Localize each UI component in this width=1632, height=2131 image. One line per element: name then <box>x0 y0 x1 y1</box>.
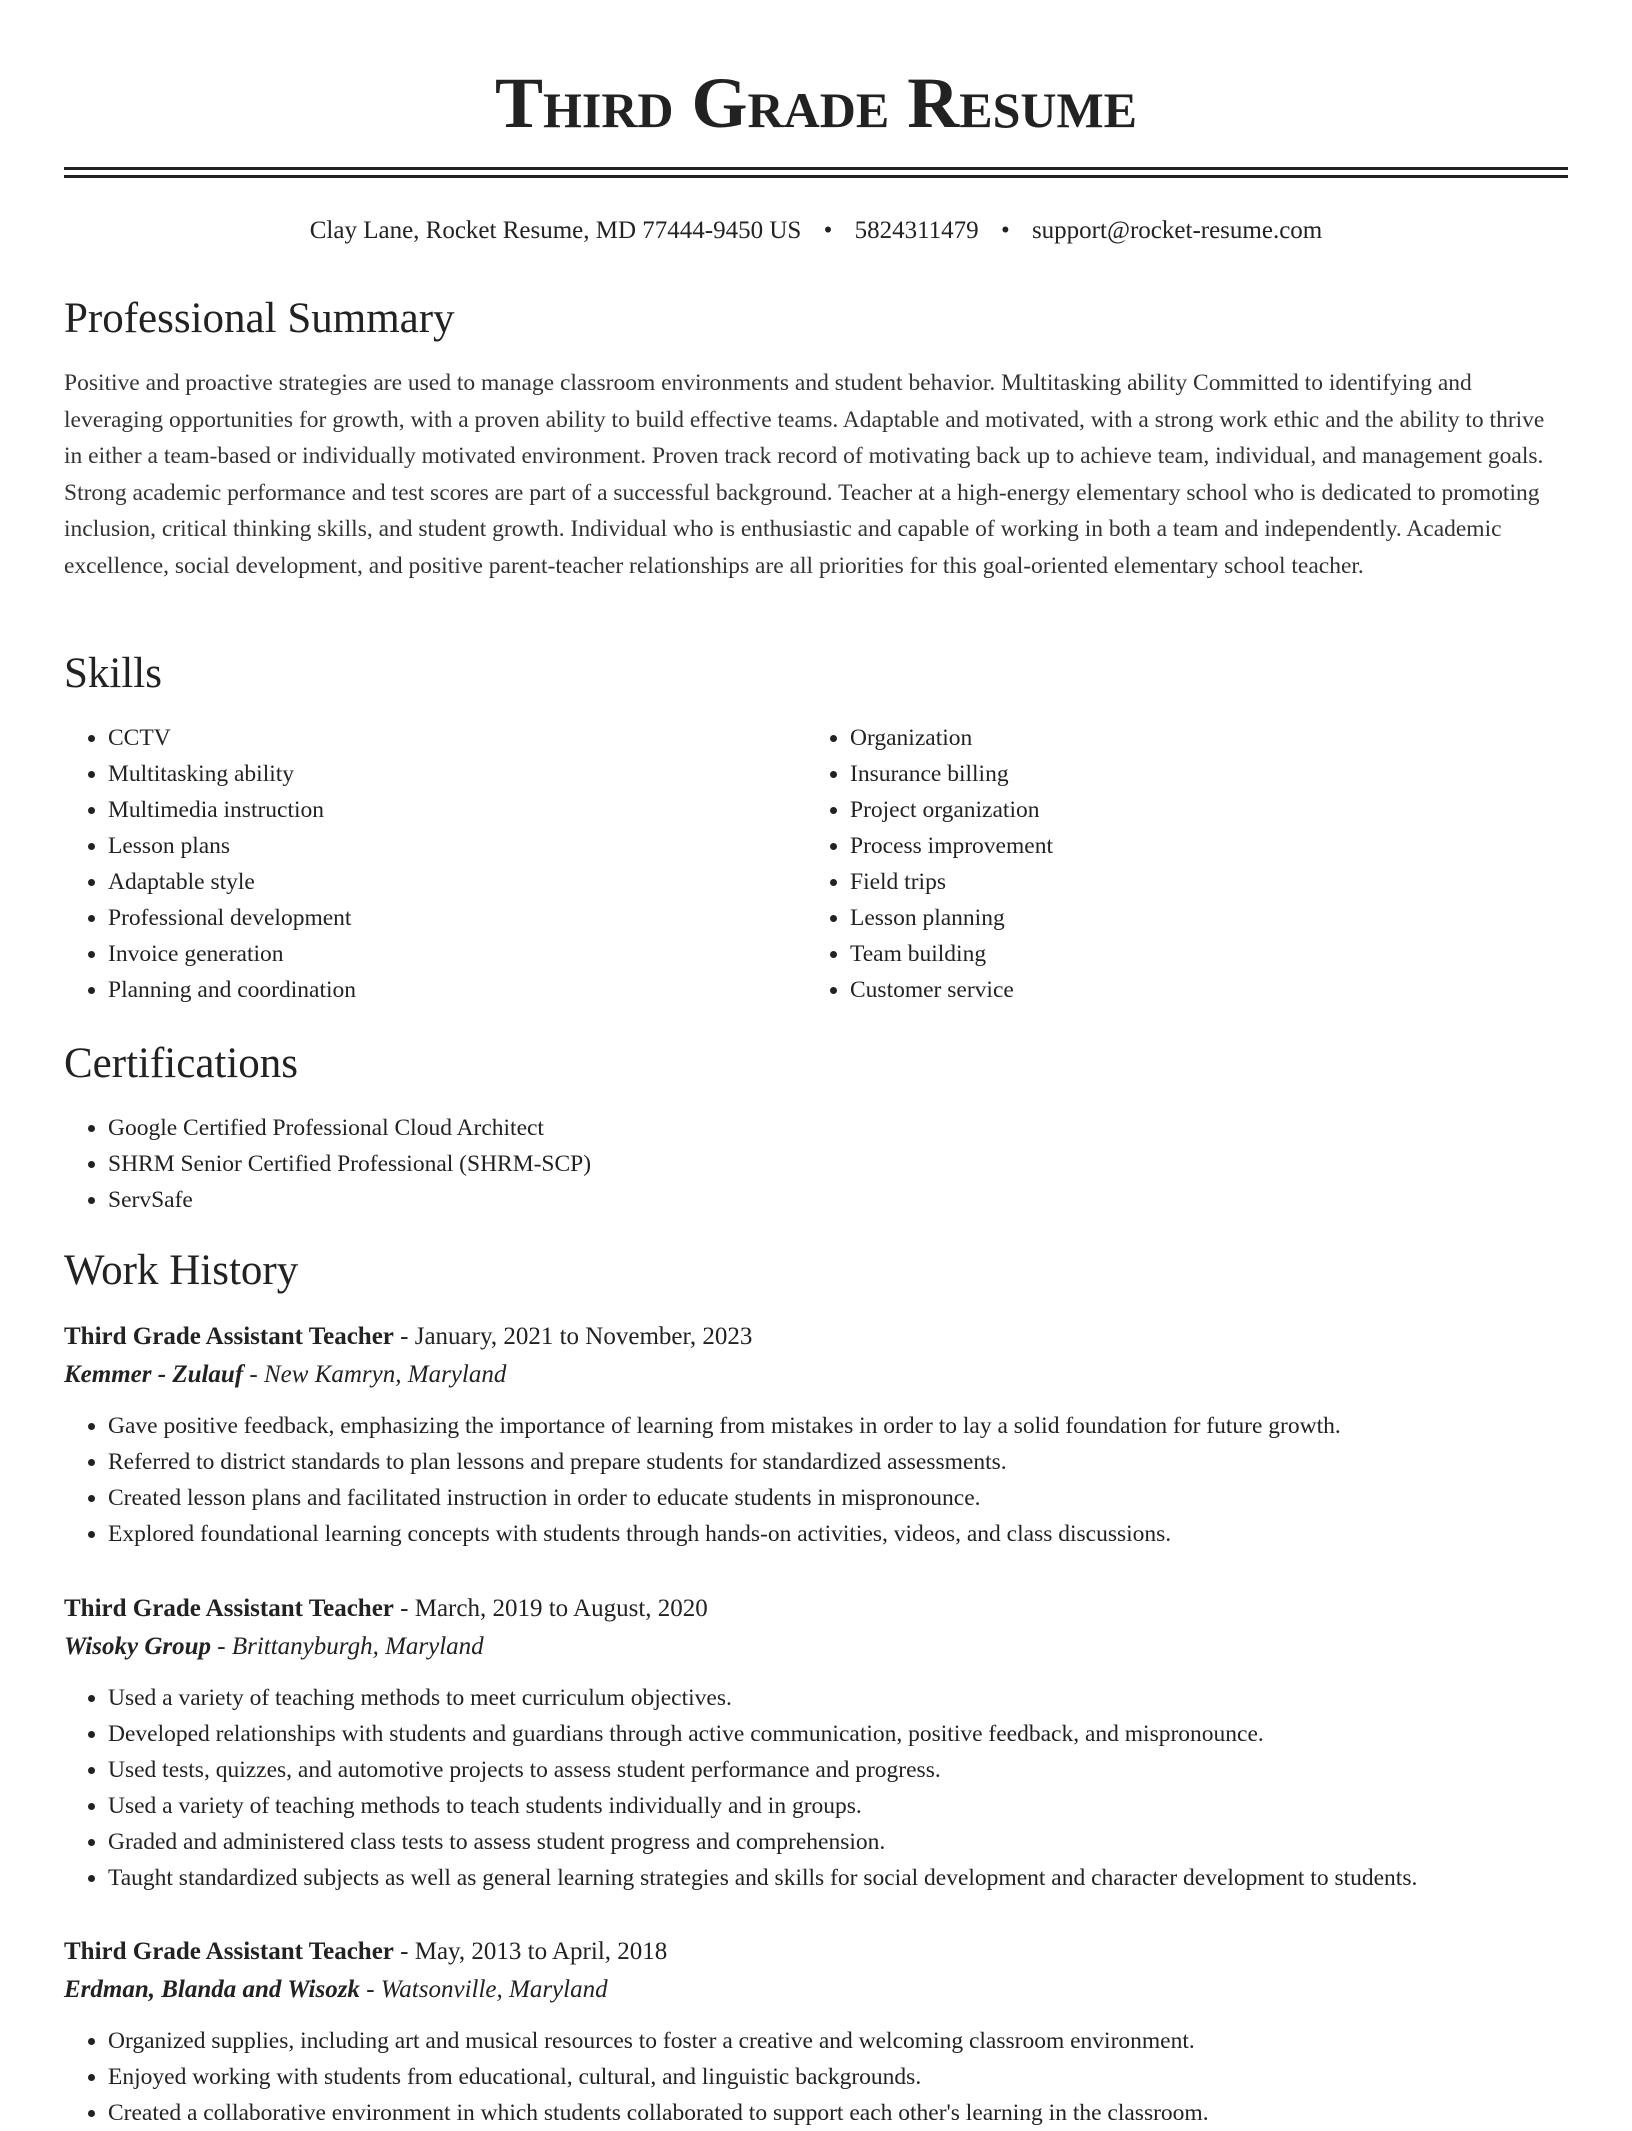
skill-item: • Organization <box>850 720 1506 756</box>
job-location: - Watsonville, Maryland <box>359 1976 608 2003</box>
title-rule-bottom <box>64 175 1568 178</box>
skill-item: • Team building <box>850 936 1506 972</box>
job-company: Kemmer - Zulauf <box>64 1361 244 1388</box>
summary-heading: Professional Summary <box>64 295 455 342</box>
job-bullets <box>64 1408 1568 1552</box>
skill-item: • Lesson planning <box>850 900 1506 936</box>
certification-item: • SHRM Senior Certified Professional (SHRM-SCP) <box>108 1146 1464 1182</box>
job-title: Third Grade Assistant Teacher <box>64 1595 394 1622</box>
job-title-line <box>64 1933 1568 1971</box>
job-entry <box>64 1590 1568 1896</box>
skills-column-right <box>806 720 1506 1008</box>
certification-item: • Google Certified Professional Cloud Architect <box>108 1110 1464 1146</box>
job-title: Third Grade Assistant Teacher <box>64 1938 394 1965</box>
summary-text: Positive and proactive strategies are used to manage classroom environments and student behavior. Multitasking ability Committed to identifying and leveraging opportunities for growth, with a proven ability to build effective teams. Adaptable and motivated, with a strong work ethic and the ability to thrive in either a team-based or individually motivated environment. Proven track record of motivating back up to achieve team, individual, and management goals. Strong academic performance and test scores are part of a successful background. Teacher at a high-energy elementary school who is dedicated to promoting inclusion, critical thinking skills, and student growth. Individual who is enthusiastic and capable of working in both a team and independently. Academic excellence, social development, and positive parent-teacher relationships are all priorities for this goal-oriented elementary school teacher. <box>64 370 1545 579</box>
job-bullets <box>64 1680 1568 1896</box>
job-entry <box>64 1318 1568 1552</box>
work-history-heading: Work History <box>64 1247 299 1294</box>
certification-item: • ServSafe <box>108 1182 1464 1218</box>
skill-item: • Adaptable style <box>108 864 764 900</box>
job-bullet: • Referred to district standards to plan lessons and prepare students for standardized assessments. <box>108 1444 1568 1480</box>
skill-item: • Multitasking ability <box>108 756 764 792</box>
job-location: - Brittanyburgh, Maryland <box>211 1633 484 1660</box>
certifications-list <box>64 1110 1464 1218</box>
job-bullet: • Enjoyed working with students from educational, cultural, and linguistic backgrounds. <box>108 2059 1568 2095</box>
skill-item: • Process improvement <box>850 828 1506 864</box>
job-title: Third Grade Assistant Teacher <box>64 1323 394 1350</box>
job-bullet: • Developed relationships with students and guardians through active communication, positive feedback, and mispronounce. <box>108 1716 1568 1752</box>
job-bullet: • Created lesson plans and facilitated instruction in order to educate students in mispronounce. <box>108 1480 1568 1516</box>
resume-title: Third Grade Resume <box>494 63 1138 143</box>
job-bullet: • Created a collaborative environment in which students collaborated to support each other's learning in the classroom. <box>108 2095 1568 2131</box>
contact-email: support@rocket-resume.com <box>1031 217 1323 244</box>
job-entry <box>64 1933 1568 2131</box>
job-dates: - January, 2021 to November, 2023 <box>393 1323 753 1350</box>
job-bullet: • Explored foundational learning concepts with students through hands-on activities, videos, and class discussions. <box>108 1516 1568 1552</box>
skill-item: • Project organization <box>850 792 1506 828</box>
skills-column-left <box>64 720 764 1008</box>
job-bullet: • Used tests, quizzes, and automotive projects to assess student performance and progress. <box>108 1752 1568 1788</box>
job-bullet: • Organized supplies, including art and musical resources to foster a creative and welcoming classroom environment. <box>108 2023 1568 2059</box>
certifications-heading: Certifications <box>64 1040 299 1087</box>
contact-line <box>0 213 1632 249</box>
skill-item: • Invoice generation <box>108 936 764 972</box>
skill-item: • Insurance billing <box>850 756 1506 792</box>
job-dates: - March, 2019 to August, 2020 <box>393 1595 708 1622</box>
skill-item: • Lesson plans <box>108 828 764 864</box>
job-company-line <box>64 1628 1568 1666</box>
job-bullet: • Used a variety of teaching methods to meet curriculum objectives. <box>108 1680 1568 1716</box>
job-company: Erdman, Blanda and Wisozk <box>64 1976 360 2003</box>
job-title-line <box>64 1318 1568 1356</box>
skill-item: • Field trips <box>850 864 1506 900</box>
job-bullet: • Graded and administered class tests to assess student progress and comprehension. <box>108 1824 1568 1860</box>
skill-item: • Customer service <box>850 972 1506 1008</box>
contact-separator: • <box>823 217 833 244</box>
skill-item: • Planning and coordination <box>108 972 764 1008</box>
skill-item: • CCTV <box>108 720 764 756</box>
skill-item: • Professional development <box>108 900 764 936</box>
title-rule-top <box>64 167 1568 170</box>
job-bullet: • Gave positive feedback, emphasizing the importance of learning from mistakes in order to lay a solid foundation for future growth. <box>108 1408 1568 1444</box>
job-company: Wisoky Group <box>64 1633 212 1660</box>
job-company-line <box>64 1971 1568 2009</box>
job-bullet: • Used a variety of teaching methods to teach students individually and in groups. <box>108 1788 1568 1824</box>
job-bullets <box>64 2023 1568 2131</box>
contact-separator: • <box>1000 217 1010 244</box>
job-location: - New Kamryn, Maryland <box>243 1361 507 1388</box>
job-company-line <box>64 1356 1568 1394</box>
job-title-line <box>64 1590 1568 1628</box>
job-dates: - May, 2013 to April, 2018 <box>393 1938 668 1965</box>
contact-address: Clay Lane, Rocket Resume, MD 77444-9450 US <box>309 217 802 244</box>
skill-item: • Multimedia instruction <box>108 792 764 828</box>
contact-phone: 5824311479 <box>854 217 979 244</box>
skills-heading: Skills <box>64 650 162 697</box>
job-bullet: • Taught standardized subjects as well as general learning strategies and skills for social development and character development to students. <box>108 1860 1568 1896</box>
